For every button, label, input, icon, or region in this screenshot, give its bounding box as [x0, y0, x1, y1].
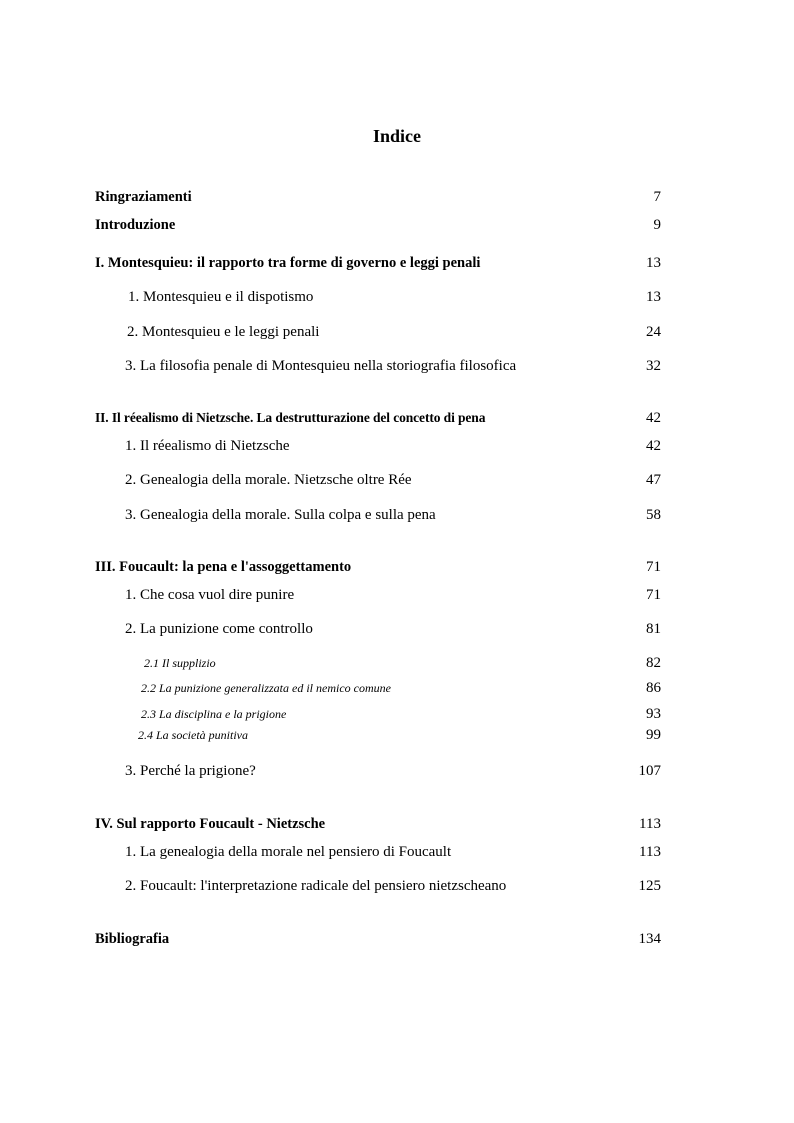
- toc-entry-label: 2. La punizione come controllo: [125, 621, 313, 637]
- toc-entry-label: 2.1 Il supplizio: [144, 656, 216, 670]
- toc-entry-page: 32: [646, 358, 661, 374]
- toc-entry-label: 2.3 La disciplina e la prigione: [141, 707, 287, 721]
- toc-entry-page: 42: [646, 410, 661, 426]
- toc-entry-page: 13: [646, 289, 661, 305]
- toc-subsection-3-2-4: [95, 725, 661, 745]
- toc-entry-page: 7: [653, 189, 661, 205]
- toc-entry-page: 71: [646, 559, 661, 575]
- toc-entry-page: 47: [646, 472, 661, 488]
- toc-chapter-2: [95, 408, 661, 428]
- toc-entry-page: 113: [639, 844, 661, 860]
- toc-entry-label: III. Foucault: la pena e l'assoggettamento: [95, 559, 352, 575]
- toc-entry-bibliografia: [95, 929, 661, 949]
- toc-section-3-1: [95, 585, 661, 605]
- toc-entry-page: 58: [646, 507, 661, 523]
- toc-entry-label: 2. Foucault: l'interpretazione radicale del pensiero nietzscheano: [125, 878, 507, 894]
- toc-entry-ringraziamenti: [95, 187, 661, 207]
- toc-entry-label: II. Il réealismo di Nietzsche. La destrutturazione del concetto di pena: [95, 410, 486, 425]
- toc-entry-label: Introduzione: [95, 217, 176, 233]
- toc-entry-label: Bibliografia: [95, 931, 170, 947]
- toc-chapter-1: [95, 253, 661, 273]
- toc-entry-label: 2. Montesquieu e le leggi penali: [127, 324, 320, 340]
- toc-subsection-3-2-2: [95, 678, 661, 698]
- toc-section-2-3: [95, 505, 661, 525]
- toc-chapter-4: [95, 814, 661, 834]
- toc-entry-page: 9: [653, 217, 661, 233]
- toc-entry-label: 1. Che cosa vuol dire punire: [125, 587, 295, 603]
- toc-entry-label: 3. Perché la prigione?: [125, 763, 256, 779]
- toc-entry-page: 99: [646, 727, 661, 743]
- toc-entry-page: 13: [646, 255, 661, 271]
- toc-entry-page: 24: [646, 324, 661, 340]
- toc-section-3-3: [95, 761, 661, 781]
- toc-section-1-1: [95, 287, 661, 307]
- toc-entry-label: 2.4 La società punitiva: [138, 728, 248, 742]
- toc-section-4-1: [95, 842, 661, 862]
- toc-entry-page: 82: [646, 655, 661, 671]
- toc-entry-page: 81: [646, 621, 661, 637]
- toc-entry-page: 71: [646, 587, 661, 603]
- toc-section-4-2: [95, 876, 661, 896]
- toc-entry-page: 107: [638, 763, 661, 779]
- toc-entry-page: 42: [646, 438, 661, 454]
- toc-entry-label: 2.2 La punizione generalizzata ed il nemico comune: [141, 681, 391, 695]
- toc-entry-introduzione: [95, 215, 661, 235]
- toc-subsection-3-2-3: [95, 704, 661, 724]
- toc-section-3-2: [95, 619, 661, 639]
- toc-entry-label: 1. Il réealismo di Nietzsche: [125, 438, 290, 454]
- toc-entry-label: 1. Montesquieu e il dispotismo: [128, 289, 314, 305]
- toc-entry-label: 1. La genealogia della morale nel pensiero di Foucault: [125, 844, 452, 860]
- toc-entry-label: I. Montesquieu: il rapporto tra forme di governo e leggi penali: [95, 255, 481, 271]
- toc-section-2-2: [95, 470, 661, 490]
- toc-entry-label: Ringraziamenti: [95, 189, 192, 205]
- toc-entry-page: 86: [646, 680, 661, 696]
- toc-entry-label: 2. Genealogia della morale. Nietzsche oltre Rée: [125, 472, 412, 488]
- toc-entry-page: 125: [638, 878, 661, 894]
- toc-subsection-3-2-1: [95, 653, 661, 673]
- toc-entry-page: 93: [646, 706, 661, 722]
- toc-entry-label: 3. Genealogia della morale. Sulla colpa e sulla pena: [125, 507, 436, 523]
- page-title: Indice: [372, 126, 421, 146]
- toc-section-1-3: [95, 356, 661, 376]
- toc-entry-label: IV. Sul rapporto Foucault - Nietzsche: [95, 816, 326, 832]
- toc-entry-page: 134: [638, 931, 661, 947]
- toc-entry-label: 3. La filosofia penale di Montesquieu nella storiografia filosofica: [125, 358, 517, 374]
- toc-chapter-3: [95, 557, 661, 577]
- toc-section-2-1: [95, 436, 661, 456]
- toc-section-1-2: [95, 322, 661, 342]
- toc-entry-page: 113: [639, 816, 661, 832]
